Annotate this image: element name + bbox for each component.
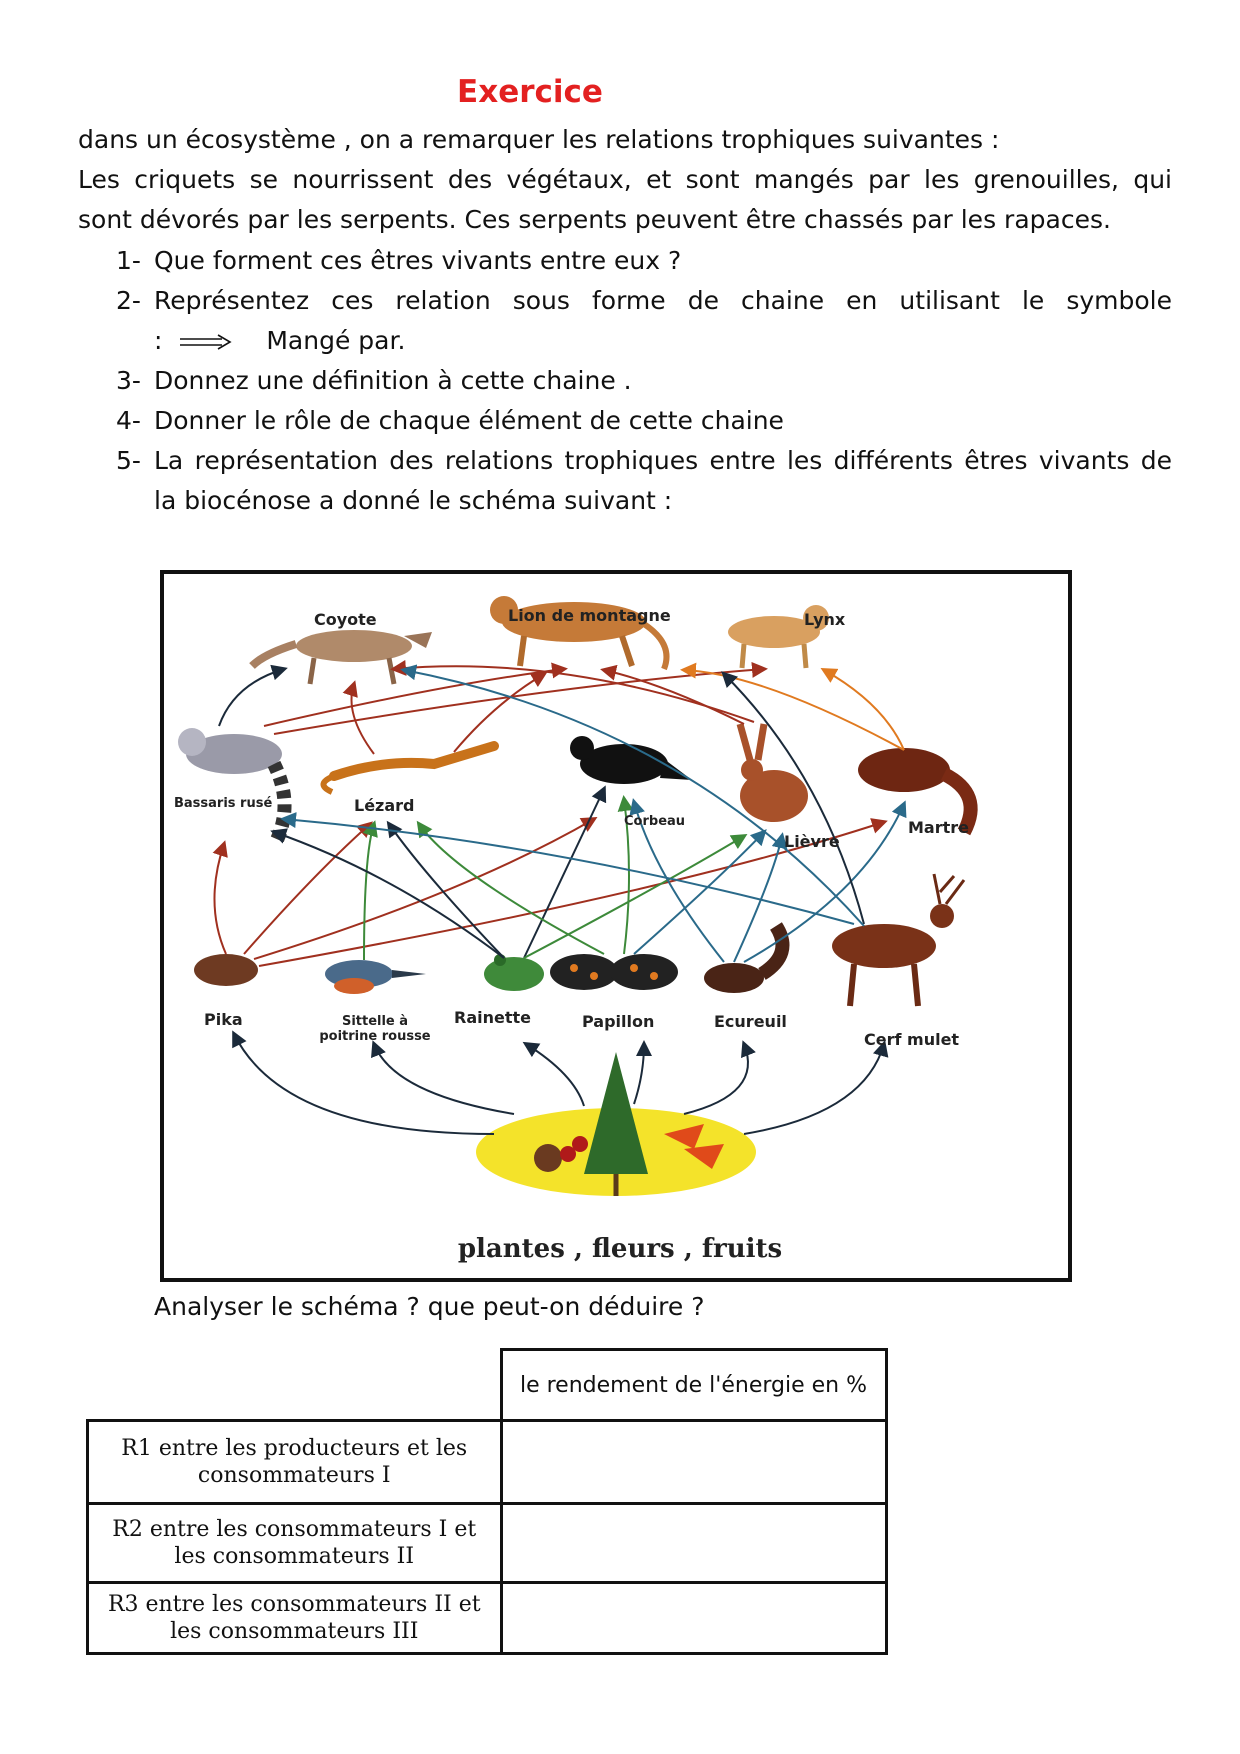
tree-frog-icon bbox=[484, 954, 544, 991]
text-line-1: Les criquets se nourrissent des végétaux, et sont mangés par les grenouilles, qui bbox=[78, 165, 1172, 194]
label-pika: Pika bbox=[204, 1010, 243, 1029]
row-value-r2[interactable] bbox=[501, 1504, 886, 1583]
mule-deer-icon bbox=[832, 874, 964, 1006]
intro-text: dans un écosystème , on a remarquer les relations trophiques suivantes : bbox=[78, 125, 1000, 154]
crow-icon bbox=[570, 736, 692, 784]
table-row bbox=[88, 1583, 887, 1654]
coyote-icon bbox=[252, 630, 432, 684]
eaten-by-label: Mangé par. bbox=[266, 326, 406, 355]
question-number: 2- bbox=[116, 286, 141, 315]
label-marten: Martre bbox=[908, 818, 969, 837]
analysis-question: Analyser le schéma ? que peut-on déduire ? bbox=[154, 1292, 705, 1321]
row-label-r2: R2 entre les consommateurs I et les consommateurs II bbox=[88, 1504, 502, 1583]
question-number: 3- bbox=[116, 366, 141, 395]
table-header-row bbox=[88, 1350, 887, 1421]
question-number: 4- bbox=[116, 406, 141, 435]
exercise-title: Exercice bbox=[457, 74, 603, 110]
food-web-diagram bbox=[160, 570, 1072, 1282]
table-corner-cell bbox=[88, 1350, 502, 1421]
table-row bbox=[88, 1421, 887, 1504]
row-label-r3: R3 entre les consommateurs II et les consommateurs III bbox=[88, 1583, 502, 1654]
label-nuthatch bbox=[300, 1014, 450, 1044]
producers-icon bbox=[476, 1052, 756, 1196]
question-2-continuation bbox=[154, 321, 405, 361]
label-lynx: Lynx bbox=[804, 610, 846, 629]
label-producers: plantes , fleurs , fruits bbox=[457, 1234, 783, 1264]
question-number: 1- bbox=[116, 246, 141, 275]
question-5-continuation: la biocénose a donné le schéma suivant : bbox=[154, 486, 673, 515]
hare-icon bbox=[740, 724, 808, 822]
question-5 bbox=[116, 441, 1172, 481]
eaten-by-arrow-icon bbox=[174, 332, 234, 352]
label-squirrel: Ecureuil bbox=[714, 1012, 787, 1031]
label-mule-deer: Cerf mulet bbox=[864, 1030, 960, 1049]
question-text: Que forment ces êtres vivants entre eux ? bbox=[154, 246, 682, 275]
label-mountain-lion: Lion de montagne bbox=[508, 606, 671, 625]
row-label-r1: R1 entre les producteurs et les consommateurs I bbox=[88, 1421, 502, 1504]
label-hare: Lièvre bbox=[784, 832, 840, 851]
question-text: Donner le rôle de chaque élément de cette chaine bbox=[154, 406, 784, 435]
label-bassaris: Bassaris rusé bbox=[174, 796, 273, 811]
squirrel-icon bbox=[704, 926, 782, 993]
label-nuthatch-line-1: Sittelle à bbox=[341, 1014, 409, 1029]
label-butterfly: Papillon bbox=[582, 1012, 655, 1031]
question-number: 5- bbox=[116, 446, 141, 475]
lizard-icon bbox=[323, 746, 494, 792]
bassaris-icon bbox=[178, 728, 285, 842]
text-line-2: sont dévorés par les serpents. Ces serpents peuvent être chassés par les rapaces. bbox=[78, 205, 1111, 234]
question-text: Donnez une définition à cette chaine . bbox=[154, 366, 632, 395]
label-tree-frog: Rainette bbox=[454, 1008, 531, 1027]
colon: : bbox=[154, 326, 163, 355]
butterfly-icon bbox=[550, 954, 678, 990]
food-web-arrows bbox=[164, 574, 1068, 1278]
label-nuthatch-line-2: poitrine rousse bbox=[319, 1029, 431, 1044]
question-1 bbox=[116, 241, 681, 281]
label-coyote: Coyote bbox=[314, 610, 377, 629]
label-lizard: Lézard bbox=[354, 796, 415, 815]
question-text: La représentation des relations trophiques entre les différents êtres vivants de bbox=[154, 446, 1172, 475]
question-4 bbox=[116, 401, 784, 441]
table-header-cell: le rendement de l'énergie en % bbox=[501, 1350, 886, 1421]
energy-yield-table bbox=[86, 1348, 888, 1655]
question-text: Représentez ces relation sous forme de chaine en utilisant le symbole bbox=[154, 286, 1172, 315]
table-row bbox=[88, 1504, 887, 1583]
question-3 bbox=[116, 361, 632, 401]
nuthatch-icon bbox=[325, 960, 426, 994]
pika-icon bbox=[194, 954, 258, 986]
label-crow: Corbeau bbox=[624, 814, 686, 829]
row-value-r3[interactable] bbox=[501, 1583, 886, 1654]
row-value-r1[interactable] bbox=[501, 1421, 886, 1504]
question-2 bbox=[116, 281, 1172, 321]
